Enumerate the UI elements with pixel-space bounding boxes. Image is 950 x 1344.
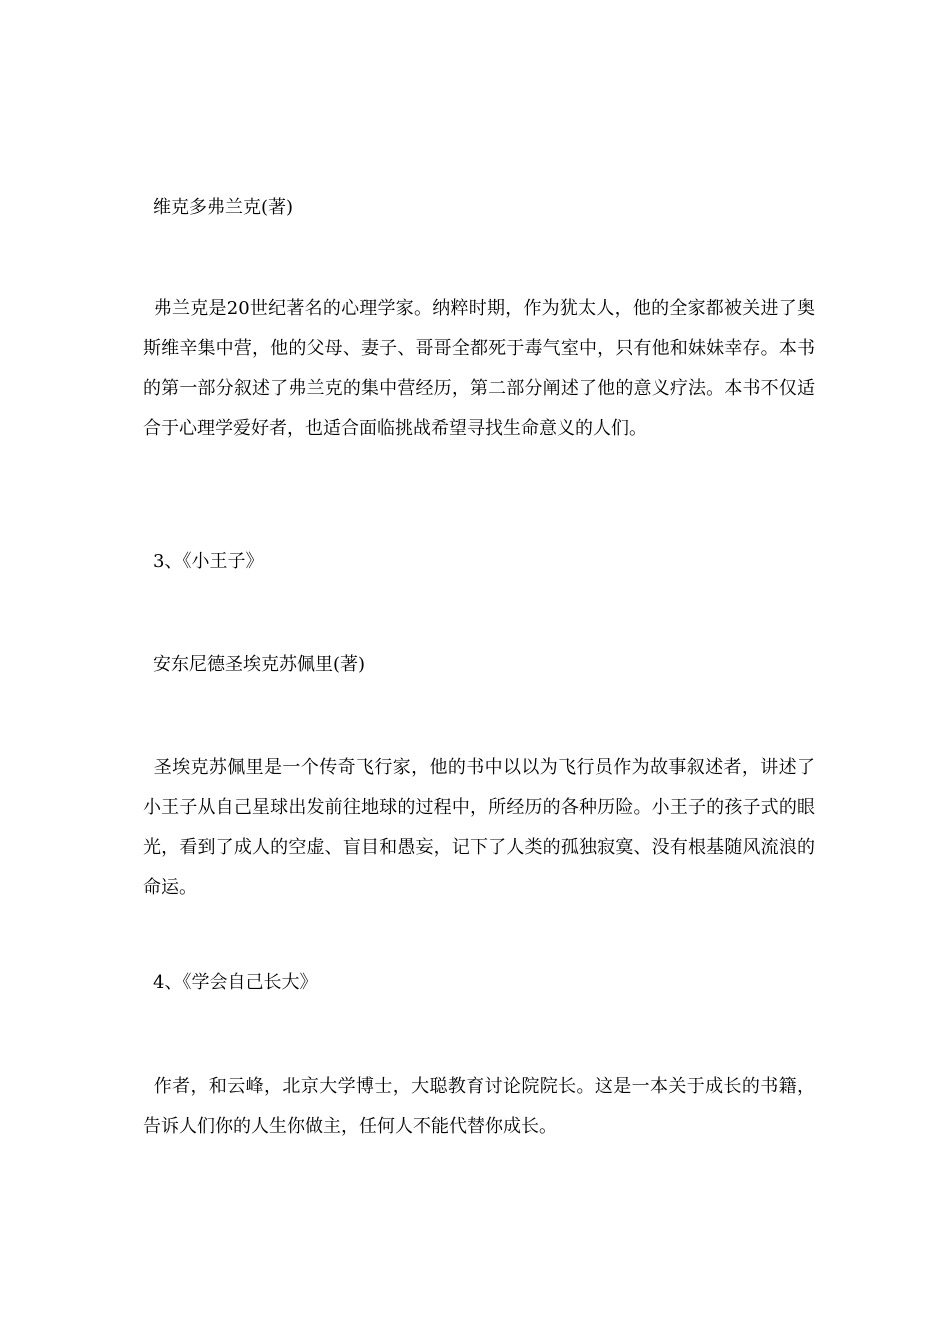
book3-description: 圣埃克苏佩里是一个传奇飞行家，他的书中以以为飞行员作为故事叙述者，讲述了小王子从自己星球出发前往地球的过程中，所经历的各种历险。小王子的孩子式的眼光，看到了成人的空虚、盲目和愚妄，记下了人类的孤独寂寞、没有根基随风流浪的命运。 [143,757,815,898]
book2-author: 维克多弗兰克(著) [153,197,294,218]
book4-description: 作者，和云峰，北京大学博士，大聪教育讨论院院长。这是一本关于成长的书籍，告诉人们你的人生你做主，任何人不能代替你成长。 [143,1076,815,1137]
book4-title: 4、《学会自己长大》 [153,972,318,993]
book2-description: 弗兰克是20世纪著名的心理学家。纳粹时期，作为犹太人，他的全家都被关进了奥斯维辛集中营，他的父母、妻子、哥哥全都死于毒气室中，只有他和妹妹幸存。本书的第一部分叙述了弗兰克的集中营经历，第二部分阐述了他的意义疗法。本书不仅适合于心理学爱好者，也适合面临挑战希望寻找生命意义的人们。 [143,298,815,439]
book3-title: 3、《小王子》 [153,551,264,572]
book3-author: 安东尼德圣埃克苏佩里(著) [153,654,366,675]
